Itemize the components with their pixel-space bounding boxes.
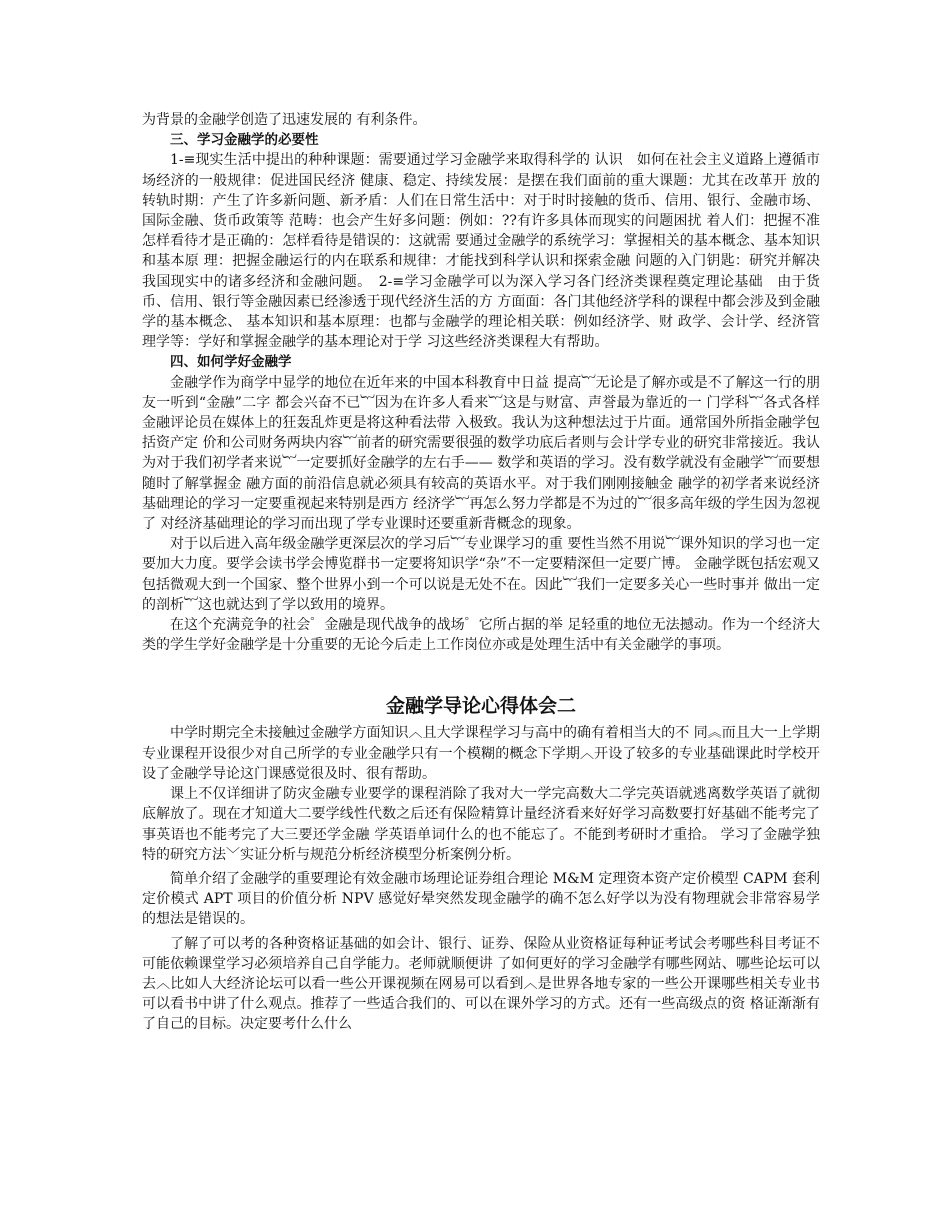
paragraph: 金融学作为商学中显学的地位在近年来的中国本科教育中日益 提高︸无论是了解亦或是不了解这一行的朋友一听到“金融”二字 都会兴奋不已︸因为在许多人看来︸这是与财富、声誉最为靠近的一 门学科︸各式各样金融评论员在媒体上的狂轰乱炸更是将这种看法带 入极致。我认为这种想法过于片面。通常国外所指金融学包括资产定 价和公司财务两块内容︸前者的研究需要很强的数学功底后者则与会计学专业的研究非常接近。我认为对于我们初学者来说︸一定要抓好金融学的左右手—— 数学和英语的学习。没有数学就没有金融学︸而要想随时了解掌握金 融方面的前沿信息就必须具有较高的英语水平。对于我们刚刚接触金 融学的初学者来说经济基础理论的学习一定要重视起来特别是西方 经济学︸再怎么努力学都是不为过的︸很多高年级的学生因为忽视了 对经济基础理论的学习而出现了学专业课时还要重新背概念的现象。: [142, 374, 820, 533]
paragraph: 在这个充满竞争的社会゜金融是现代战争的战场゜它所占据的举 足轻重的地位无法撼动。作为一个经济大类的学生学好金融学是十分重要的无论今后走上工作岗位亦或是处理生活中有关金融学的事项。: [142, 617, 820, 654]
paragraph: 中学时期完全未接触过金融学方面知识︿且大学课程学习与高中的确有着相当大的不 同︽而且大一上学期专业课程开设很少对自己所学的专业金融学只有一个模糊的概念下学期︿开设了较多的专业基础课此时学校开设了金融学导论这门课感觉很及时、很有帮助。: [142, 725, 820, 782]
article-title: 金融学导论心得体会二: [385, 695, 576, 718]
paragraph: 对于以后进入高年级金融学更深层次的学习后︸专业课学习的重 要性当然不用说︸课外知识的学习也一定要加大力度。要学会读书学会博览群书一定要将知识学“杂”不一定要精深但一定要广博。 金融学既包括宏观又包括微观大到一个国家、整个世界小到一个可以说是无处不在。因此︸我们一定要多关心一些时事并 做出一定的剖析︸这也就达到了学以致用的境界。: [142, 536, 820, 613]
paragraph: 课上不仅详细讲了防灾金融专业要学的课程消除了我对大一学完高数大二学完英语就逃离数学英语了就彻底解放了。现在才知道大二要学线性代数之后还有保险精算计量经济看来好好学习高数要打好基础不能考完了事英语也不能考完了大三要还学金融 学英语单词什么的也不能忘了。不能到考研时才重拾。 学习了金融学独特的研究方法﹀实证分析与规范分析经济模型分析案例分析。: [142, 786, 820, 863]
intro-line: 为背景的金融学创造了迅速发展的 有利条件。: [142, 112, 427, 128]
paragraph: 1-≡现实生活中提出的种种课题：需要通过学习金融学来取得科学的 认识 如何在社会主义道路上遵循市场经济的一般规律：促进国民经济 健康、稳定、持续发展：是摆在我们面前的重大课题：尤其在改革开 放的转轨时期：产生了许多新问题、新矛盾：人们在日常生活中：对于时时接触的货币、信用、银行、金融市场、国际金融、货币政策等 范畴：也会产生好多问题：例如：??有许多具体而现实的问题困扰 着人们：把握不准怎样看待才是正确的：怎样看待是错误的：这就需 要通过金融学的系统学习：掌握相关的基本概念、基本知识和基本原 理：把握金融运行的内在联系和规律：才能找到科学认识和探索金融 问题的入门钥匙：研究并解决我国现实中的诸多经济和金融问题。 2-≡学习金融学可以为深入学习各门经济类课程奠定理论基础 由于货币、信用、银行等金融因素已经渗透于现代经济生活的方 方面面：各门其他经济学科的课程中都会涉及到金融学的基本概念、 基本知识和基本原理：也都与金融学的理论相关联：例如经济学、财 政学、会计学、经济管理学等：学好和掌握金融学的基本理论对于学 习这些经济类课程大有帮助。: [142, 152, 820, 351]
paragraph: 了解了可以考的各种资格证基础的如会计、银行、证券、保险从业资格证每种证考试会考哪些科目考证不可能依赖课堂学习必须培养自己自学能力。老师就顺便讲 了如何更好的学习金融学有哪些网站、哪些论坛可以去︿比如人大经济论坛可以看一些公开课视频在网易可以看到︿是世界各地专家的一些公开课哪些相关专业书可以看书中讲了什么观点。推荐了一些适合我们的、可以在课外学习的方式。还有一些高级点的资 格证渐渐有了自己的目标。决定要考什么什么: [142, 935, 820, 1033]
section-heading-necessity: 三、学习金融学的必要性: [170, 132, 319, 149]
paragraph: 简单介绍了金融学的重要理论有效金融市场理论证券组合理论 M&M 定理资本资产定价模型 CAPM 套利定价模式 APT 项目的价值分析 NPV 感觉好晕突然发现金融学的确不怎么好学以为没有物理就会非常容易学的想法是错误的。: [142, 870, 820, 928]
section-heading-how-to-learn: 四、如何学好金融学: [170, 354, 292, 371]
